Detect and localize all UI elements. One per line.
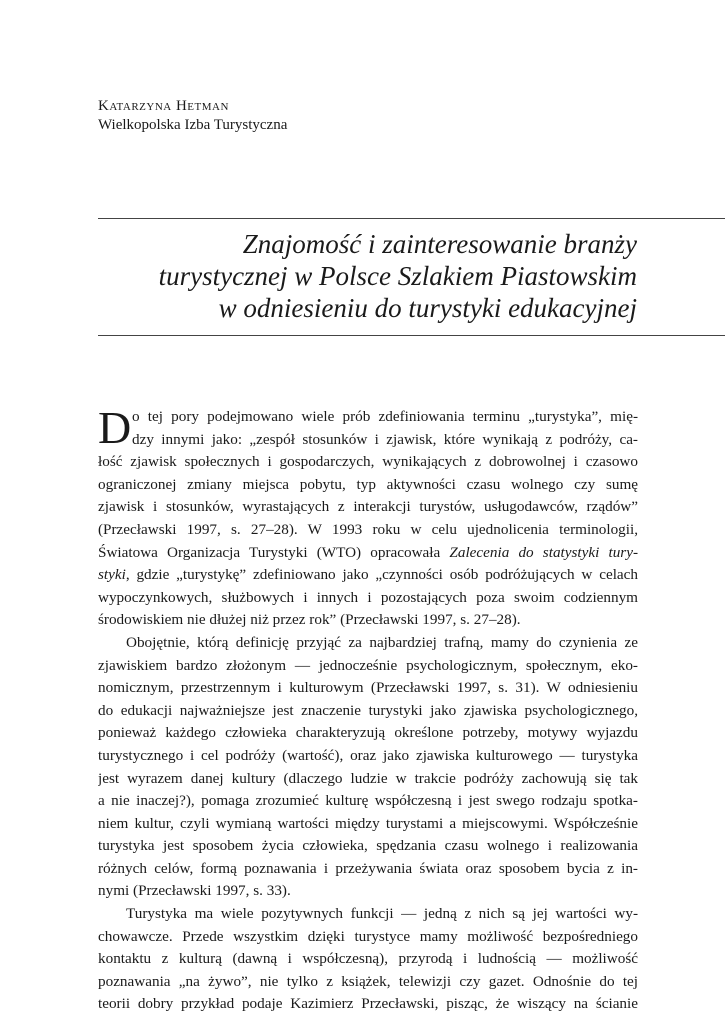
body-line: różnych celów, formą poznawania i przeżywania świata oraz sposobem bycia z in- <box>98 859 638 877</box>
drop-cap: D <box>98 402 132 453</box>
body-line: poznawania „na żywo”, nie tylko z książek, telewizji czy gazet. Odnośnie do tej <box>98 972 638 990</box>
title-line: Znajomość i zainteresowanie branży <box>242 229 637 259</box>
body-line: ograniczonej zmiany miejsca pobytu, typ aktywności czasu wolnego czy sumę <box>98 475 638 493</box>
author-name: Katarzyna Hetman <box>98 98 229 114</box>
body-line: do edukacji najważniejsze jest znaczenie turystyki jako zjawiska psychologicznego, <box>98 701 638 719</box>
body-line: Światowa Organizacja Turystyki (WTO) opracowała Zalecenia do statystyki tury- <box>98 543 638 561</box>
article-body <box>98 402 638 1016</box>
body-line: (Przecławski 1997, s. 27–28). W 1993 roku w celu ujednolicenia terminologii, <box>98 520 638 538</box>
article-title <box>77 228 637 324</box>
body-line: łość zjawisk społecznych i gospodarczych, wynikających z dobrowolnej i czasowo <box>98 453 638 471</box>
author-affiliation: Wielkopolska Izba Turystyczna <box>98 117 288 133</box>
body-line: a nie inaczej?), pomaga zrozumieć kulturę współczesną i jest swego rodzaju spotka- <box>98 792 638 810</box>
title-rule-top <box>98 218 725 219</box>
body-line: nomicznym, przestrzennym i kulturowym (Przecławski 1997, s. 31). W odniesieniu <box>98 679 638 697</box>
body-line: teorii dobry przykład podaje Kazimierz Przecławski, pisząc, że wiszący na ścianie <box>98 995 638 1013</box>
body-line: Obojętnie, którą definicję przyjąć za najbardziej trafną, mamy do czynienia ze <box>126 633 638 651</box>
title-rule-bottom <box>98 335 725 336</box>
body-line: ponieważ każdego człowieka charakteryzują określone potrzeby, motywy wyjazdu <box>98 724 638 742</box>
body-line: zjawisk i stosunków, wyrastających z interakcji turystów, usługodawców, rządów” <box>98 498 638 516</box>
body-line: Turystyka ma wiele pozytywnych funkcji — jedną z nich są jej wartości wy- <box>126 905 638 923</box>
body-line: turystyka jest sposobem życia człowieka, spędzania czasu wolnego i realizowania <box>98 837 638 855</box>
body-line: kontaktu z kulturą (dawną i współczesną), przyrodą i ludnością — możliwość <box>98 950 638 968</box>
body-line: niem kultur, czyli wymianą wartości między turystami a miejscowymi. Współcześnie <box>98 814 638 832</box>
body-line: jest wyrazem danej kultury (dlaczego ludzie w trakcie podróży zachowują się tak <box>98 769 638 787</box>
body-line: środowiskiem nie dłużej niż przez rok” (Przecławski 1997, s. 27–28). <box>98 611 521 629</box>
body-line: o tej pory podejmowano wiele prób zdefiniowania terminu „turystyka”, mię- <box>132 408 638 425</box>
body-line: turystycznego i cel podróży (wartość), oraz jako zjawiska kulturowego — turystyka <box>98 746 638 764</box>
body-line: zjawiskiem bardzo złożonym — jednocześnie psychologicznym, społecznym, eko- <box>98 656 638 674</box>
body-line: styki, gdzie „turystykę” zdefiniowano jako „czynności osób podróżujących w celach <box>98 566 638 584</box>
body-line: chowawcze. Przede wszystkim dzięki turystyce mamy możliwość bezpośredniego <box>98 927 638 945</box>
body-line: nymi (Przecławski 1997, s. 33). <box>98 882 291 900</box>
title-line: w odniesieniu do turystyki edukacyjnej <box>218 293 637 323</box>
author-block <box>98 97 287 135</box>
body-line: dzy innymi jako: „zespół stosunków i zjawisk, które wynikają z podróży, ca- <box>132 430 638 448</box>
body-line: wypoczynkowych, służbowych i innych i pozostających poza swoim codziennym <box>98 588 638 606</box>
title-line: turystycznej w Polsce Szlakiem Piastowskim <box>158 261 637 291</box>
